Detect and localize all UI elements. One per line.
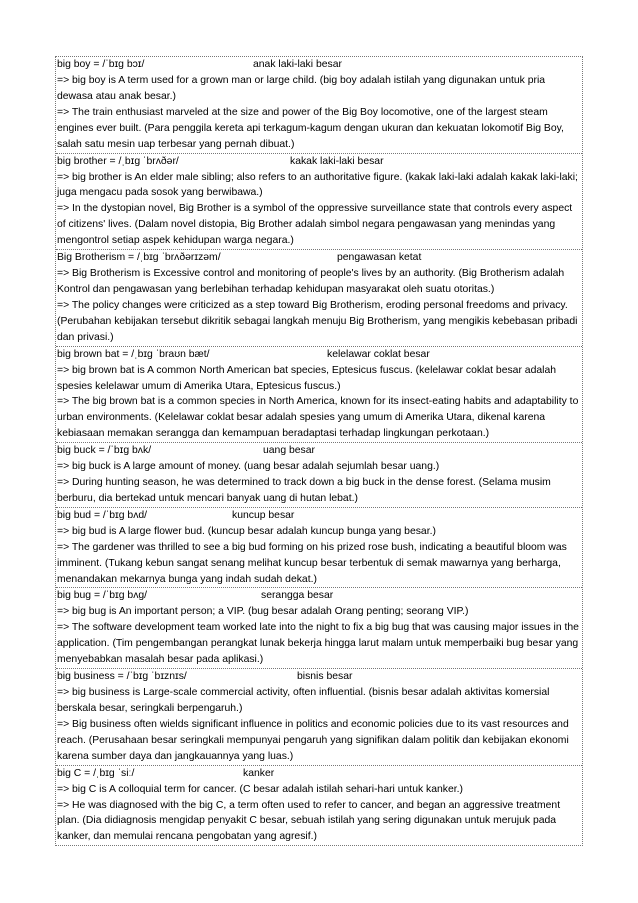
entry-big-buck [56,442,582,507]
entry-term: big bug = /ˈbɪɡ bʌɡ/ [57,590,148,602]
entry-term: big brother = /ˌbɪɡ ˈbrʌðər/ [57,155,179,167]
entry-big-brother [56,153,582,250]
entry-big-brown-bat [56,346,582,443]
entry-example: => During hunting season, he was determined to track down a big buck in the dense forest. (Selama musim berburu, dia bertekad untuk mencari banyak uang di hutan lebat.) [57,477,551,504]
entry-term: big bud = /ˈbɪɡ bʌd/ [57,509,148,521]
entry-term: big boy = /ˈbɪɡ bɔɪ/ [57,59,145,70]
entry-definition: => big bug is An important person; a VIP. (bug besar adalah Orang penting; seorang VIP.) [57,606,469,618]
entry-translation: uang besar [263,445,315,457]
entry-term: big buck = /ˈbɪɡ bʌk/ [57,445,152,457]
entry-big-business [56,668,582,765]
entry-example: => He was diagnosed with the big C, a term often used to refer to cancer, and began an aggressive treatment plan. (Dia didiagnosis mengidap penyakit C besar, sebuah istilah yang sering digunakan untuk merujuk pada kanker, dan memulai rencana pengobatan yang agresif.) [57,799,561,843]
entry-translation: kanker [243,767,275,779]
entry-term: big C = /ˌbɪɡ ˈsiː/ [57,767,135,779]
entry-term: big brown bat = /ˌbɪɡ ˈbraʊn bæt/ [57,348,210,360]
entry-definition: => big C is A colloquial term for cancer. (C besar adalah istilah sehari-hari untuk kanker.) [57,783,464,795]
entry-term: big business = /ˈbɪɡ ˈbɪznɪs/ [57,671,187,683]
entry-definition: => big boy is A term used for a grown man or large child. (big boy adalah istilah yang digunakan untuk pria dewasa atau anak besar.) [57,75,546,102]
entry-translation: serangga besar [261,590,334,602]
entry-example: => In the dystopian novel, Big Brother is a symbol of the oppressive surveillance state that controls every aspect of citizens' lives. (Dalam novel distopia, Big Brother adalah simbol negara pengawasan yang menindas yang mengontrol setiap aspek kehidupan warga negara.) [57,203,573,247]
entry-translation: bisnis besar [297,671,353,683]
entry-definition: => big buck is A large amount of money. (uang besar adalah sejumlah besar uang.) [57,461,440,473]
entry-example: => The gardener was thrilled to see a big bud forming on his prized rose bush, indicating a beautiful bloom was imminent. (Tukang kebun sangat senang melihat kuncup besar terbentuk di semak mawarnya yang berharga, menandakan mekarnya bunga yang indah sudah dekat.) [57,541,567,585]
entry-header [57,508,580,524]
entry-header [57,154,580,170]
entry-definition: => big brother is An elder male sibling; also refers to an authoritative figure. (kakak laki-laki adalah kakak laki-laki; juga mengacu pada sosok yang berwibawa.) [57,171,578,199]
entry-translation: kelelawar coklat besar [327,348,430,360]
entry-example: => The software development team worked late into the night to fix a big bug that was causing major issues in the application. (Tim pengembangan perangkat lunak bekerja hingga larut malam untuk memperbaiki bug besar yang menyebabkan masalah besar pada aplikasi.) [57,622,579,666]
entry-header [57,588,580,604]
entry-header [57,347,580,363]
entry-translation: anak laki-laki besar [253,59,342,70]
entry-header [57,669,580,685]
entry-definition: => big brown bat is A common North American bat species, Eptesicus fuscus. (kelelawar coklat besar adalah spesies kelelawar umum di Amerika Utara, Eptesicus fuscus.) [57,364,557,392]
entry-header [57,443,580,459]
entry-definition: => Big Brotherism is Excessive control and monitoring of people's lives by an authority. (Big Brotherism adalah Kontrol dan pengawasan yang berlebihan terhadap kehidupan masyarakat oleh suatu otoritas.) [57,268,565,295]
entry-definition: => big business is Large-scale commercial activity, often influential. (bisnis besar adalah aktivitas komersial berskala besar, seringkali berpengaruh.) [57,687,550,714]
entry-header [57,57,580,73]
entry-big-c [56,765,582,846]
entry-translation: pengawasan ketat [337,252,422,264]
entry-term: Big Brotherism = /ˌbɪɡ ˈbrʌðərɪzəm/ [57,252,221,264]
entry-translation: kakak laki-laki besar [290,155,384,167]
entry-example: => The policy changes were criticized as a step toward Big Brotherism, eroding personal freedoms and privacy. (Perubahan kebijakan tersebut dikritik sebagai langkah menuju Big Brotherism, yang mengikis kebebasan pribadi dan privasi.) [57,299,578,343]
entry-definition: => big bud is A large flower bud. (kuncup besar adalah kuncup bunga yang besar.) [57,525,436,537]
entry-example: => The big brown bat is a common species in North America, known for its insect-eating habits and adaptability to urban environments. (Kelelawar coklat besar adalah spesies yang umum di Amerika Utara, dikenal karena kebiasaan memakan serangga dan kemampuan beradaptasi terhadap lingkungan perkotaan.) [57,396,579,440]
entry-example: => The train enthusiast marveled at the size and power of the Big Boy locomotive, one of the largest steam engines ever built. (Para penggila kereta api terkagum-kagum dengan ukuran dan kekuatan lokomotif Big Boy, salah satu mesin uap terbesar yang pernah dibuat.) [57,106,564,150]
dictionary-table [55,56,583,846]
entry-translation: kuncup besar [232,509,295,521]
entry-header [57,766,580,782]
entry-big-bud [56,507,582,588]
entry-header [57,250,580,266]
entry-example: => Big business often wields significant influence in politics and economic policies due to its vast resources and reach. (Perusahaan besar seringkali mempunyai pengaruh yang signifikan dalam politik dan kebijakan ekonomi karena sumber daya dan jangkauannya yang luas.) [57,718,569,762]
entry-big-boy [56,57,582,153]
entry-big-bug [56,587,582,668]
entry-big-brotherism [56,249,582,346]
